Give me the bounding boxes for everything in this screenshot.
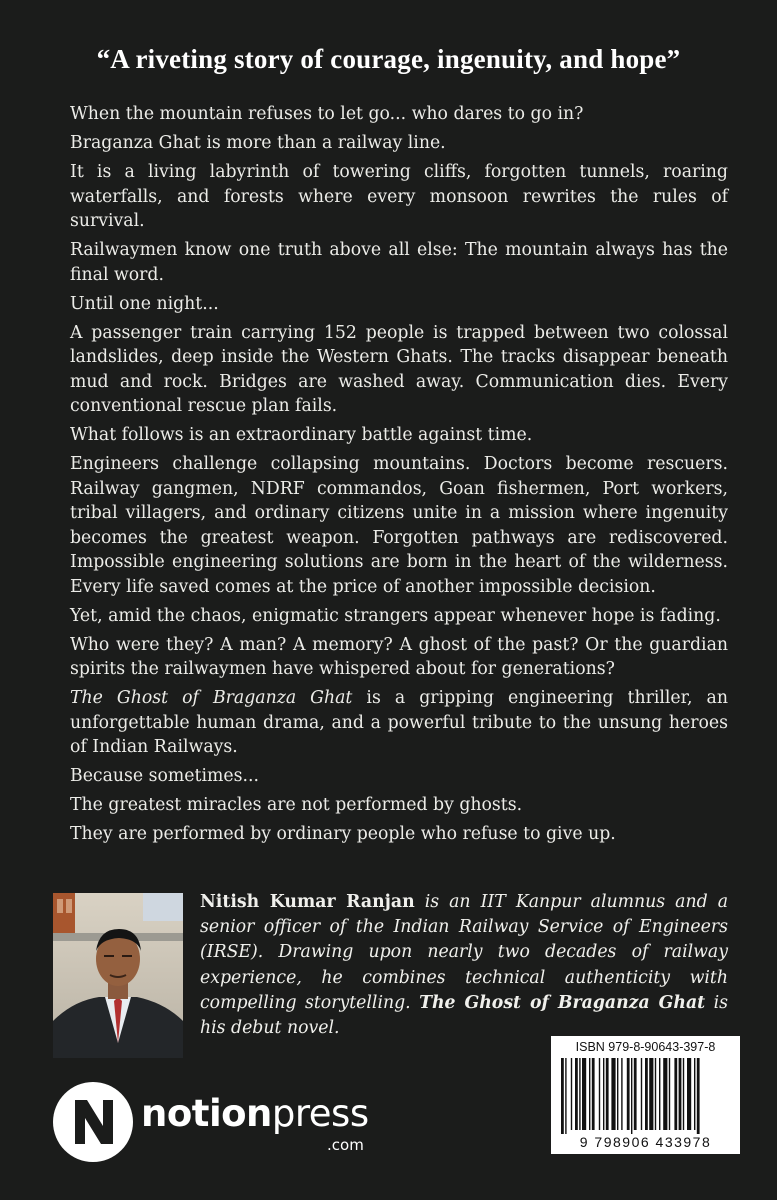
barcode-bar: [697, 1058, 700, 1134]
barcode-bar: [641, 1058, 642, 1130]
barcode-bar: [561, 1058, 564, 1134]
barcode-bar: [683, 1058, 684, 1130]
barcode-bar: [592, 1058, 595, 1130]
barcode-bar: [627, 1058, 630, 1130]
barcode-bar: [655, 1058, 656, 1130]
blurb-paragraph: It is a living labyrinth of towering cliffs, forgotten tunnels, roaring waterfalls, and forests where every monsoon rewrites the rules of survival.: [70, 162, 728, 231]
barcode-bar: [674, 1058, 677, 1130]
barcode-bar: [575, 1058, 578, 1130]
blurb-paragraph: Until one night...: [70, 293, 219, 314]
barcode-bar: [659, 1058, 660, 1130]
barcode-bar: [669, 1058, 670, 1130]
isbn-label: ISBN 979-8-90643-397-8: [575, 1040, 716, 1054]
blurb-paragraph: A passenger train carrying 152 people is trapped between two colossal landslides, deep inside the Western Ghats. The tracks disappear beneath mud and rock. Bridges are washed away. Communication dies. Every conventional rescue plan fails.: [70, 322, 728, 416]
bio-text: is his debut novel.: [200, 992, 728, 1039]
barcode-bar: [565, 1058, 566, 1134]
barcode-bar: [579, 1058, 580, 1130]
barcode-bar: [687, 1058, 691, 1130]
blurb-paragraph: Because sometimes...: [70, 766, 259, 786]
barcode-bar: [582, 1058, 586, 1130]
author-name: Nitish Kumar Ranjan: [200, 892, 415, 912]
n-letter-icon: [53, 1082, 133, 1162]
blurb-paragraph: Braganza Ghat is more than a railway line.: [70, 133, 446, 153]
barcode-bar: [663, 1058, 667, 1130]
barcode-digits: 9 798906 433978: [579, 1134, 712, 1150]
author-portrait-graphic: [53, 893, 183, 1058]
barcode-bar: [611, 1058, 615, 1130]
book-title-inline: The Ghost of Braganza Ghat: [70, 688, 353, 708]
blurb-paragraph: When the mountain refuses to let go... who dares to go in?: [70, 104, 584, 124]
barcode-bar: [634, 1058, 637, 1130]
barcode-bar: [603, 1058, 604, 1130]
bio-book-title: The Ghost of Braganza Ghat: [419, 992, 706, 1013]
isbn-barcode: [551, 1036, 740, 1154]
publisher-name-bold: notion: [141, 1092, 272, 1135]
barcode-bar: [679, 1058, 682, 1130]
blurb-paragraph: Engineers challenge collapsing mountains. Doctors become rescuers. Railway gangmen, NDRF commandos, Goan fishermen, Port workers, tribal villagers, and ordinary citizens unite in a mission where ingenuity becomes the greatest weapon. Forgotten pathways are rediscovered. Impossible engineering solutions are born in the heart of the wilderness. Every life saved comes at the price of another impossible decision.: [70, 454, 728, 597]
blurb-paragraph: Who were they? A man? A memory? A ghost of the past? Or the guardian spirits the railwaymen have whispered about for generations?: [70, 634, 728, 679]
publisher-logo-mark: [53, 1082, 133, 1162]
blurb-paragraph: Railwaymen know one truth above all else: The mountain always has the final word.: [70, 240, 728, 285]
author-bio: [200, 890, 728, 1041]
author-photo: [53, 893, 183, 1058]
tagline: “A riveting story of courage, ingenuity, and hope”: [96, 44, 681, 74]
barcode-bar: [694, 1058, 695, 1130]
barcode-bar: [621, 1058, 622, 1130]
barcode-bar: [649, 1058, 653, 1130]
blurb-paragraph: [70, 686, 728, 760]
barcode-bar: [606, 1058, 609, 1130]
barcode-bar: [645, 1058, 648, 1130]
barcode-bar: [631, 1058, 632, 1134]
blurb-paragraph: The greatest miracles are not performed by ghosts.: [70, 795, 523, 815]
publisher-wordmark: [141, 1092, 369, 1135]
blurb-paragraph: What follows is an extraordinary battle against time.: [70, 425, 533, 445]
barcode-bar: [599, 1058, 600, 1130]
blurb-paragraph: Yet, amid the chaos, enigmatic strangers appear whenever hope is fading.: [70, 605, 721, 626]
barcode-bar: [571, 1058, 572, 1130]
barcode-bar: [589, 1058, 590, 1130]
publisher-logo: [53, 1082, 383, 1162]
barcode-bar: [617, 1058, 618, 1130]
blurb-paragraph: They are performed by ordinary people who refuse to give up.: [70, 824, 616, 844]
blurb: [70, 102, 728, 851]
publisher-name-light: press: [271, 1092, 369, 1135]
blurb-text: is a gripping engineering thriller, an unforgettable human drama, and a powerful tribute to the unsung heroes of Indian Railways.: [70, 688, 728, 757]
publisher-domain: .com: [327, 1136, 364, 1154]
bio-text: is an IIT Kanpur alumnus and a senior officer of the Indian Railway Service of Engineers (IRSE). Drawing upon nearly two decades of railway experience, he combines technical authenticity with compelling storytelling.: [200, 892, 729, 1013]
barcode-bars: [559, 1058, 732, 1134]
